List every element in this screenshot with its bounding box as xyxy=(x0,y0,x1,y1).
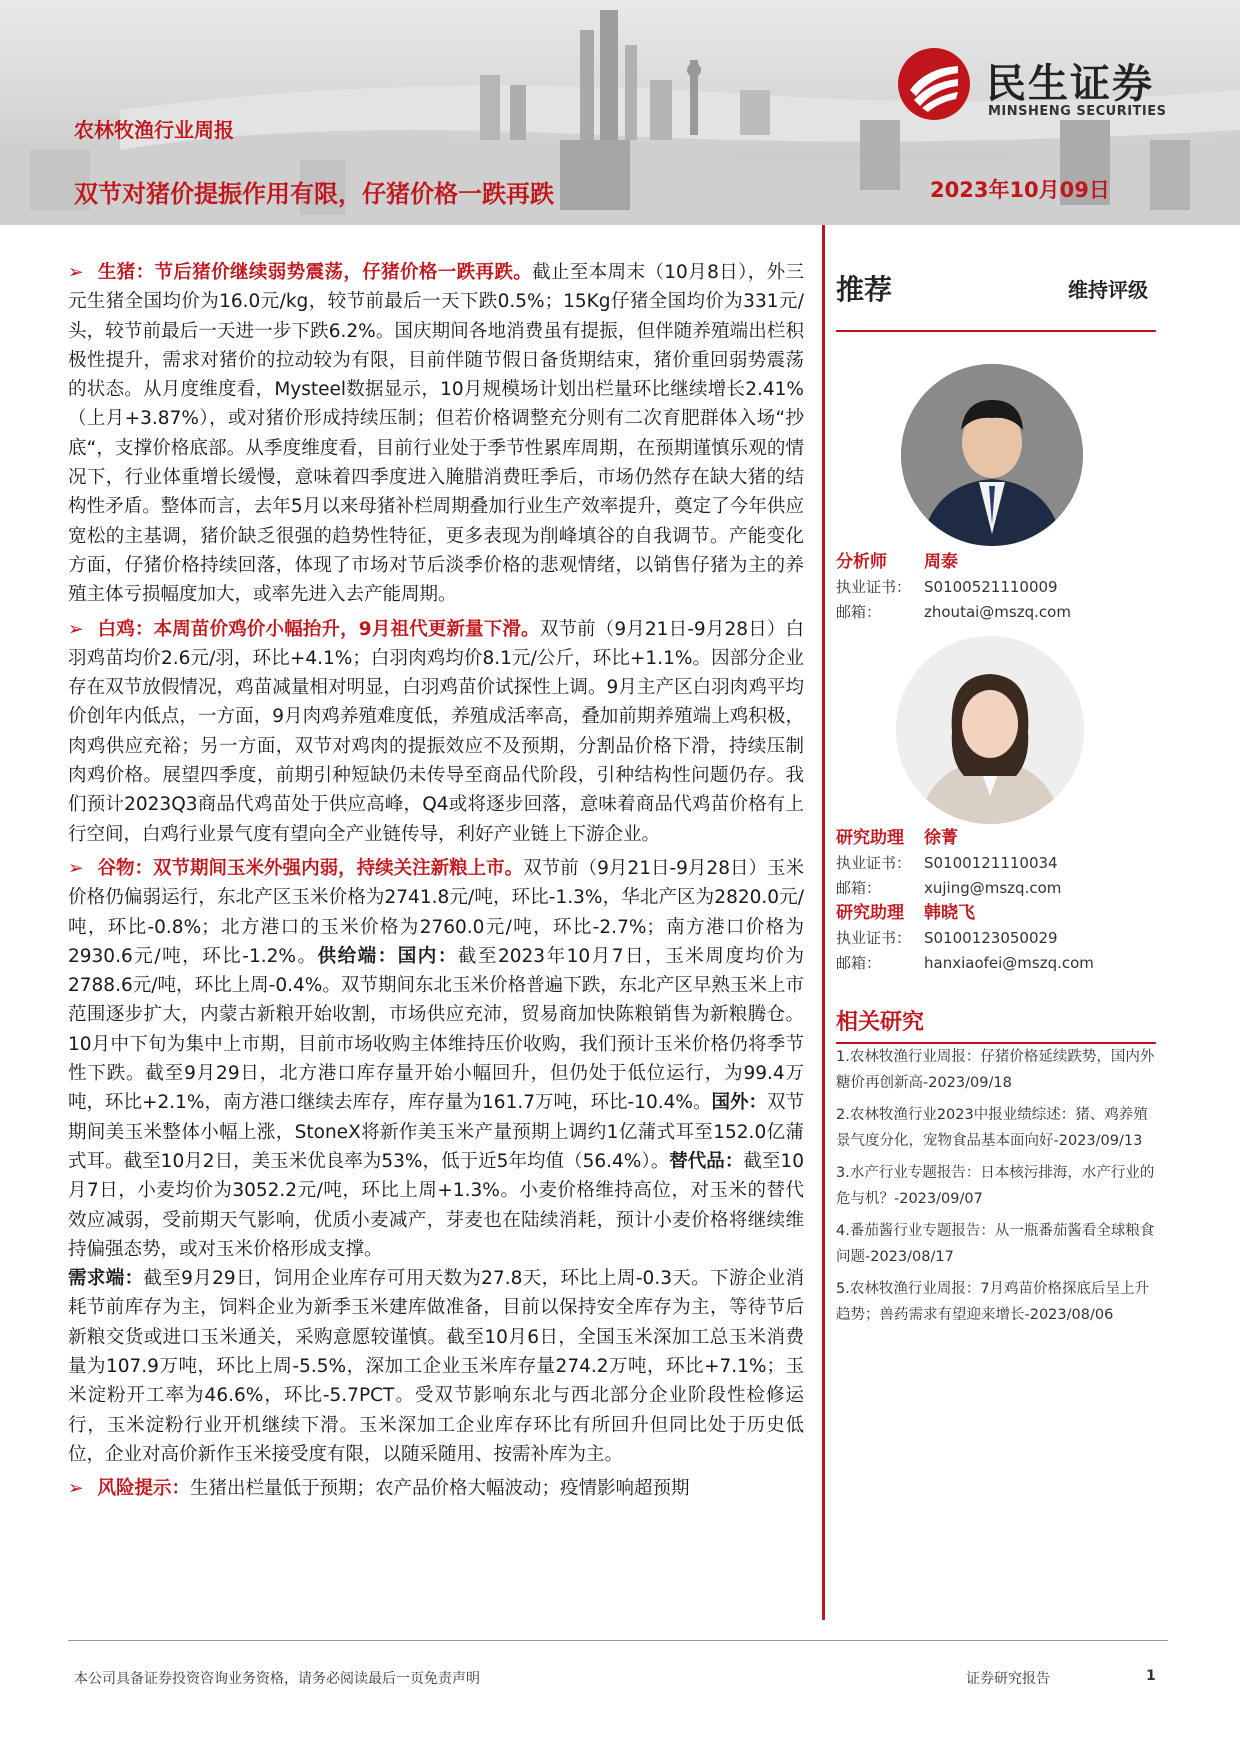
cert-label: 执业证书： xyxy=(836,854,912,872)
abroad-label: 国外： xyxy=(711,1092,767,1114)
email-label: 邮箱： xyxy=(836,954,882,972)
demand-label: 需求端： xyxy=(68,1268,144,1290)
supply-label: 供给端：国内： xyxy=(317,945,458,967)
footer-doc-type: 证券研究报告 xyxy=(966,1671,1050,1687)
column-divider xyxy=(822,225,825,1620)
analyst-role: 研究助理 xyxy=(836,903,904,923)
section-heading: 风险提示： xyxy=(97,1478,191,1500)
analyst-role: 研究助理 xyxy=(836,828,904,848)
related-research-link[interactable]: 3.水产行业专题报告：日本核污排海，水产行业的危与机？-2023/09/07 xyxy=(836,1165,1155,1207)
minsheng-logo-icon xyxy=(896,46,972,122)
section-body: 截至10月7日，小麦均价为3052.2元/吨，环比上周+1.3%。小麦价格维持高位，对玉米的替代效应减弱，受前期天气影响，优质小麦减产，芽麦也在陆续消耗，预计小麦价格将继续维持偏强态势，或对玉米价格形成支撑。 xyxy=(68,1150,804,1260)
email-address: xujing@mszq.com xyxy=(924,879,1062,897)
section-grain xyxy=(68,854,804,1469)
report-title: 双节对猪价提振作用有限，仔猪价格一跌再跌 xyxy=(74,180,554,208)
section-body: 双节前（9月21日-9月28日）白羽鸡苗均价2.6元/羽，环比+4.1%；白羽肉鸡均价8.1元/公斤，环比+1.1%。因部分企业存在双节放假情况，鸡苗减量相对明显，白羽鸡苗价试探性上调。9月主产区白羽肉鸡平均价创年内低点，一方面，9月肉鸡养殖难度低，养殖成活率高，叠加前期养殖端上鸡积极，肉鸡供应充裕；另一方面，双节对鸡肉的提振效应不及预期，分割品价格下滑，持续压制肉鸡价格。展望四季度，前期引种短缺仍未传导至商品代阶段，引种结构性问题仍存。我们预计2023Q3商品代鸡苗处于供应高峰，Q4或将逐步回落，意味着商品代鸡苗价格有上行空间，白鸡行业景气度有望向全产业链传导，利好产业链上下游企业。 xyxy=(68,618,805,845)
section-body: 截止至本周末（10月8日），外三元生猪全国均价为16.0元/kg，较节前最后一天下跌0.5%；15Kg仔猪全国均价为331元/头，较节前最后一天进一步下跌6.2%。国庆期间各地消费虽有提振，但伴随养殖端出栏积极性提升，需求对猪价的拉动较为有限，目前伴随节假日备货期结束，猪价重回弱势震荡的状态。从月度维度看，Mysteel数据显示，10月规模场计划出栏量环比继续增长2.41%（上月+3.87%），或对猪价形成持续压制；但若价格调整充分则有二次育肥群体入场“抄底“，支撑价格底部。从季度维度看，目前行业处于季节性累库周期，在预期谨慎乐观的情况下，行业体重增长缓慢，意味着四季度进入腌腊消费旺季后，市场仍然存在缺大猪的结构性矛盾。整体而言，去年5月以来母猪补栏周期叠加行业生产效率提升，奠定了今年供应宽松的主基调，猪价缺乏很强的趋势性特征，更多表现为削峰填谷的自我调节。产能变化方面，仔猪价格持续回落，体现了市场对节后淡季价格的悲观情绪，以销售仔猪为主的养殖主体亏损幅度加大，或率先进入去产能周期。 xyxy=(68,262,804,606)
portrait-image xyxy=(901,364,1083,546)
related-research-link[interactable]: 2.农林牧渔行业2023中报业绩综述：猪、鸡养殖景气度分化，宠物食品基本面向好-2023/09/13 xyxy=(836,1107,1148,1149)
section-heading: 谷物：双节期间玉米外强内弱，持续关注新粮上市。 xyxy=(97,857,524,879)
analyst-photo-xujing xyxy=(896,636,1084,824)
bullet-icon: ➢ xyxy=(68,618,84,640)
company-logo xyxy=(896,46,1196,126)
cert-label: 执业证书： xyxy=(836,578,912,596)
related-research-link[interactable]: 5.农林牧渔行业周报：7月鸡苗价格探底后呈上升趋势；兽药需求有望迎来增长-2023/08/06 xyxy=(836,1281,1150,1323)
section-body: 截至9月29日，饲用企业库存可用天数为27.8天，环比上周-0.3天。下游企业消耗节前库存为主，饲料企业为新季玉米建库做准备，目前以保持安全库存为主，等待节后新粮交货或进口玉米通关，采购意愿较谨慎。截至10月6日，全国玉米深加工总玉米消费量为107.9万吨，环比上周-5.5%，深加工企业玉米库存量274.2万吨，环比+7.1%；玉米淀粉开工率为46.6%，环比-5.7PCT。受双节影响东北与西北部分企业阶段性检修运行，玉米淀粉行业开机继续下滑。玉米深加工企业库存环比有所回升但同比处于历史低位，企业对高价新作玉米接受度有限，以随采随用、按需补库为主。 xyxy=(68,1268,804,1465)
analyst-info-1 xyxy=(836,550,1156,625)
email-label: 邮箱： xyxy=(836,603,882,621)
page-number: 1 xyxy=(1146,1668,1156,1684)
recommendation-box xyxy=(836,258,1156,328)
section-body: 双节前（9月21日-9月28日）玉米价格仍偏弱运行，东北产区玉米价格为2741.8元/吨，环比-1.3%，华北产区为2820.0元/吨，环比-0.8%；北方港口的玉米价格为2760.0元/吨，环比-2.7%；南方港口价格为2930.6元/吨，环比-1.2%。 xyxy=(68,857,804,967)
portrait-image xyxy=(896,636,1084,824)
section-body: 双节期间美玉米整体小幅上涨，StoneX将新作美玉米产量预期上调约1亿蒲式耳至152.0亿蒲式耳。截至10月2日，美玉米优良率为53%，低于近5年均值（56.4%）。 xyxy=(68,1092,804,1172)
report-date: 2023年10月09日 xyxy=(930,178,1110,202)
related-research-list xyxy=(836,1044,1156,1334)
email-address: hanxiaofei@mszq.com xyxy=(924,954,1094,972)
related-research-title: 相关研究 xyxy=(836,1010,925,1035)
section-chicken xyxy=(68,615,804,849)
recommend-label: 推荐 xyxy=(836,273,893,306)
analyst-name: 周泰 xyxy=(924,552,958,572)
section-heading: 生猪：节后猪价继续弱势震荡，仔猪价格一跌再跌。 xyxy=(97,262,533,283)
main-content xyxy=(68,258,804,1508)
analyst-name: 徐菁 xyxy=(924,828,958,848)
analyst-info-2 xyxy=(836,826,1156,976)
report-type: 农林牧渔行业周报 xyxy=(74,118,234,142)
bullet-icon: ➢ xyxy=(68,262,84,283)
logo-english-name: MINSHENG SECURITIES xyxy=(988,104,1167,119)
bullet-icon: ➢ xyxy=(68,1478,84,1500)
bullet-icon: ➢ xyxy=(68,857,84,879)
related-research-link[interactable]: 1.农林牧渔行业周报：仔猪价格延续跌势，国内外糖价再创新高-2023/09/18 xyxy=(836,1049,1155,1091)
rating-label: 维持评级 xyxy=(1068,278,1148,302)
cert-number: S0100123050029 xyxy=(924,929,1058,947)
analyst-role: 分析师 xyxy=(836,552,887,572)
logo-chinese-name: 民生证券 xyxy=(986,61,1154,107)
recommend-underline xyxy=(836,330,1156,332)
email-label: 邮箱： xyxy=(836,879,882,897)
section-heading: 白鸡：本周苗价鸡价小幅抬升，9月祖代更新量下滑。 xyxy=(97,618,540,640)
related-research-header xyxy=(836,1005,1156,1044)
section-risk xyxy=(68,1474,804,1503)
section-body: 生猪出栏量低于预期；农产品价格大幅波动；疫情影响超预期 xyxy=(190,1478,690,1500)
section-body: 截至2023年10月7日，玉米周度均价为2788.6元/吨，环比上周-0.4%。双节期间东北玉米价格普遍下跌，东北产区早熟玉米上市范围逐步扩大，内蒙古新粮开始收割，市场供应充沛，贸易商加快陈粮销售为新粮腾仓。10月中下旬为集中上市期，目前市场收购主体维持压价收购，我们预计玉米价格仍将季节性下跌。截至9月29日，北方港口库存量开始小幅回升，但仍处于低位运行，为99.4万吨，环比+2.1%，南方港口继续去库存，库存量为161.7万吨，环比-10.4%。 xyxy=(68,945,804,1114)
cert-number: S0100121110034 xyxy=(924,854,1058,872)
section-pig xyxy=(68,258,804,610)
analyst-name: 韩晓飞 xyxy=(924,903,975,923)
analyst-photo-zhoutai xyxy=(901,364,1083,546)
footer-disclaimer: 本公司具备证券投资咨询业务资格，请务必阅读最后一页免责声明 xyxy=(74,1671,480,1687)
header-banner xyxy=(0,0,1240,225)
related-research-link[interactable]: 4.番茄酱行业专题报告：从一瓶番茄酱看全球粮食问题-2023/08/17 xyxy=(836,1223,1155,1265)
email-address: zhoutai@mszq.com xyxy=(924,603,1071,621)
cert-label: 执业证书： xyxy=(836,929,912,947)
cert-number: S0100521110009 xyxy=(924,578,1058,596)
substitute-label: 替代品： xyxy=(669,1150,744,1172)
footer-divider xyxy=(68,1640,1168,1641)
